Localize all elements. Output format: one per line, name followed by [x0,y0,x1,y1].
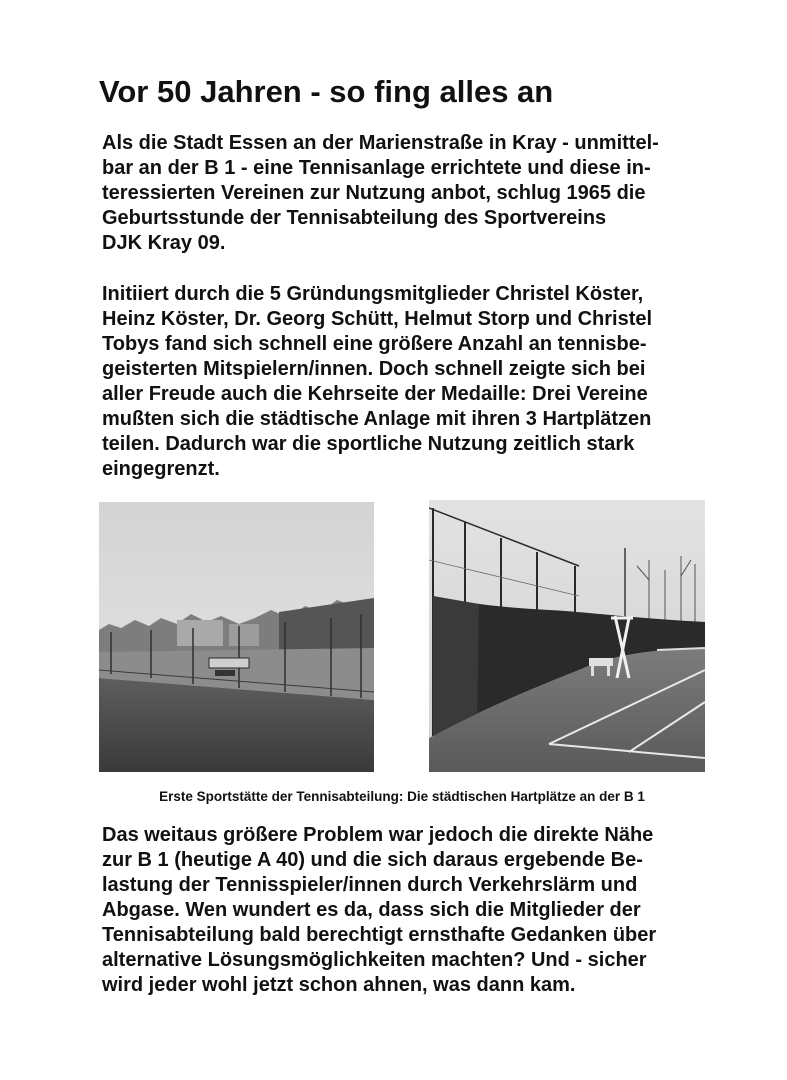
text-line: Abgase. Wen wundert es da, dass sich die Mitglieder der [102,899,641,921]
text-line: teilen. Dadurch war die sportliche Nutzung zeitlich stark [102,433,635,455]
text-line: eingegrenzt. [102,458,220,480]
text-line: wird jeder wohl jetzt schon ahnen, was dann kam. [102,974,576,996]
photo-tennis-court-fence [429,500,705,772]
text-line: mußten sich die städtische Anlage mit ihren 3 Hartplätzen [102,408,652,430]
text-line: Das weitaus größere Problem war jedoch die direkte Nähe [102,824,654,846]
photo-caption: Erste Sportstätte der Tennisabteilung: Die städtischen Hartplätze an der B 1 [159,789,645,804]
text-line: Tennisabteilung bald berechtigt ernsthafte Gedanken über [102,924,657,946]
text-line: Als die Stadt Essen an der Marienstraße in Kray - unmittel- [102,132,659,154]
text-line: alternative Lösungsmöglichkeiten machten? Und - sicher [102,949,647,971]
photo-tennis-courts-overview [99,502,374,772]
text-line: Initiiert durch die 5 Gründungsmitglieder Christel Köster, [102,283,644,305]
text-line: Geburtsstunde der Tennisabteilung des Sportvereins [102,207,607,229]
text-line: bar an der B 1 - eine Tennisanlage errichtete und diese in- [102,157,651,179]
paragraph-problem [102,823,712,998]
text-line: lastung der Tennisspieler/innen durch Verkehrslärm und [102,874,638,896]
paragraph-founders [102,282,712,482]
text-line: Tobys fand sich schnell eine größere Anzahl an tennisbe- [102,333,647,355]
paragraph-intro [102,131,712,256]
text-line: aller Freude auch die Kehrseite der Medaille: Drei Vereine [102,383,648,405]
page-title: Vor 50 Jahren - so fing alles an [99,74,554,109]
text-line: teressierten Vereinen zur Nutzung anbot, schlug 1965 die [102,182,646,204]
text-line: zur B 1 (heutige A 40) und die sich daraus ergebende Be- [102,849,643,871]
text-line: geisterten Mitspielern/innen. Doch schnell zeigte sich bei [102,358,646,380]
text-line: DJK Kray 09. [102,232,226,254]
text-line: Heinz Köster, Dr. Georg Schütt, Helmut Storp und Christel [102,308,653,330]
